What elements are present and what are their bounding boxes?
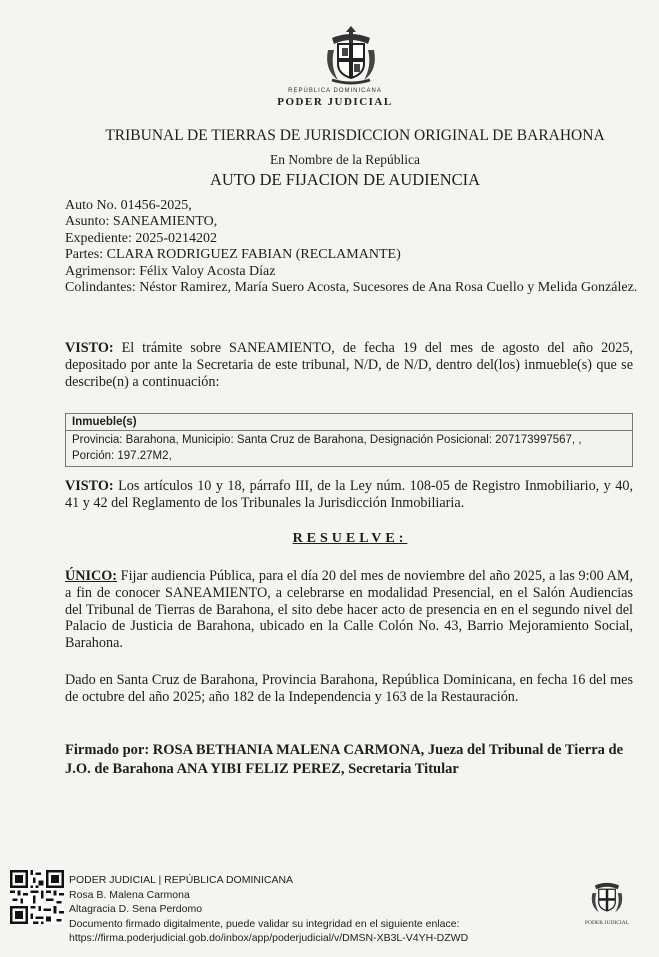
inmueble-line-1: Provincia: Barahona, Municipio: Santa Cruz de Barahona, Designación Posicional: 207173997567, , (72, 434, 582, 446)
visto-paragraph-1 (65, 340, 633, 390)
qr-code-icon[interactable] (10, 870, 64, 924)
visto-text: Los artículos 10 y 18, párrafo III, de la Ley núm. 108-05 de Registro Inmobiliario, y 40, 41 y 42 del Reglamento de los Tribunales la Jurisdicción Inmobiliaria. (65, 478, 633, 511)
digital-signature-footer (69, 873, 549, 946)
visto-paragraph-2 (65, 478, 633, 512)
visto-label: VISTO: (65, 478, 114, 494)
coat-of-arms-small-icon (586, 874, 628, 916)
auto-number: Auto No. 01456-2025, (65, 198, 192, 213)
footer-signer-1: Rosa B. Malena Carmona (69, 888, 190, 901)
dado-paragraph: Dado en Santa Cruz de Barahona, Provincia Barahona, República Dominicana, en fecha 16 del mes de octubre del año 2025; año 182 de la Independencia y 163 de la Restauración. (65, 672, 633, 705)
unico-text: Fijar audiencia Pública, para el día 20 del mes de noviembre del año 2025, a las 9:00 AM, a fin de conocer SANEAMIENTO, a celebrarse en modalidad Presencial, en el Salón Audiencias del Tribunal de Tierras de Barahona, el sito debe hacer acto de presencia en en el segundo nivel del Palacio de Justicia de Barahona, ubicado en la Calle Colón No. 43, Barrio Mejoramiento Social, Barahona. (65, 568, 633, 652)
case-metadata (65, 198, 645, 296)
visto-text: El trámite sobre SANEAMIENTO, de fecha 19 del mes de agosto del año 2025, depositado por ante la Secretaria de este tribunal, N/D, de N/D, dentro del(los) inmueble(s) que se describe(n) a continuación: (65, 340, 633, 390)
footer-org: PODER JUDICIAL | REPÚBLICA DOMINICANA (69, 874, 294, 886)
agrimensor-line: Agrimensor: Félix Valoy Acosta Díaz (65, 263, 276, 279)
footer-validation-link[interactable]: https://firma.poderjudicial.gob.do/inbox/app/poderjudicial/v/DMSN-XB3L-V4YH-DZWD (69, 932, 469, 944)
inmueble-row (66, 431, 632, 466)
org-name-label: PODER JUDICIAL (277, 96, 393, 108)
resuelve-heading: RESUELVE: (292, 531, 408, 546)
footer-validation-note: Documento firmado digitalmente, puede validar su integridad en el siguiente enlace: (69, 917, 460, 930)
unico-label: ÚNICO: (65, 568, 118, 584)
signature-block: Firmado por: ROSA BETHANIA MALENA CARMONA, Jueza del Tribunal de Tierra de J.O. de Barahona ANA YIBI FELIZ PEREZ, Secretaria Titular (65, 742, 624, 777)
org-country-label: REPÚBLICA DOMINICANA (288, 88, 382, 94)
inmueble-table (65, 413, 633, 467)
unico-paragraph (65, 568, 633, 652)
inmueble-line-2: Porción: 197.27M2, (72, 449, 172, 462)
footer-signer-2: Altagracia D. Sena Perdomo (69, 903, 203, 915)
colindantes-line: Colindantes: Néstor Ramirez, María Suero Acosta, Sucesores de Ana Rosa Cuello y Melida González. (65, 280, 638, 296)
partes-line: Partes: CLARA RODRIGUEZ FABIAN (RECLAMANTE) (65, 247, 401, 263)
expediente-line: Expediente: 2025-0214202 (65, 230, 218, 246)
tribunal-heading: TRIBUNAL DE TIERRAS DE JURISDICCION ORIGINAL DE BARAHONA (105, 127, 605, 144)
visto-label: VISTO: (65, 340, 114, 356)
document-title: AUTO DE FIJACION DE AUDIENCIA (209, 170, 481, 189)
seal-small-label: PODER JUDICIAL (584, 920, 630, 926)
en-nombre-line: En Nombre de la República (270, 152, 420, 167)
coat-of-arms-icon (318, 20, 384, 86)
asunto-line: Asunto: SANEAMIENTO, (65, 214, 218, 230)
inmueble-header: Inmueble(s) (66, 414, 632, 431)
